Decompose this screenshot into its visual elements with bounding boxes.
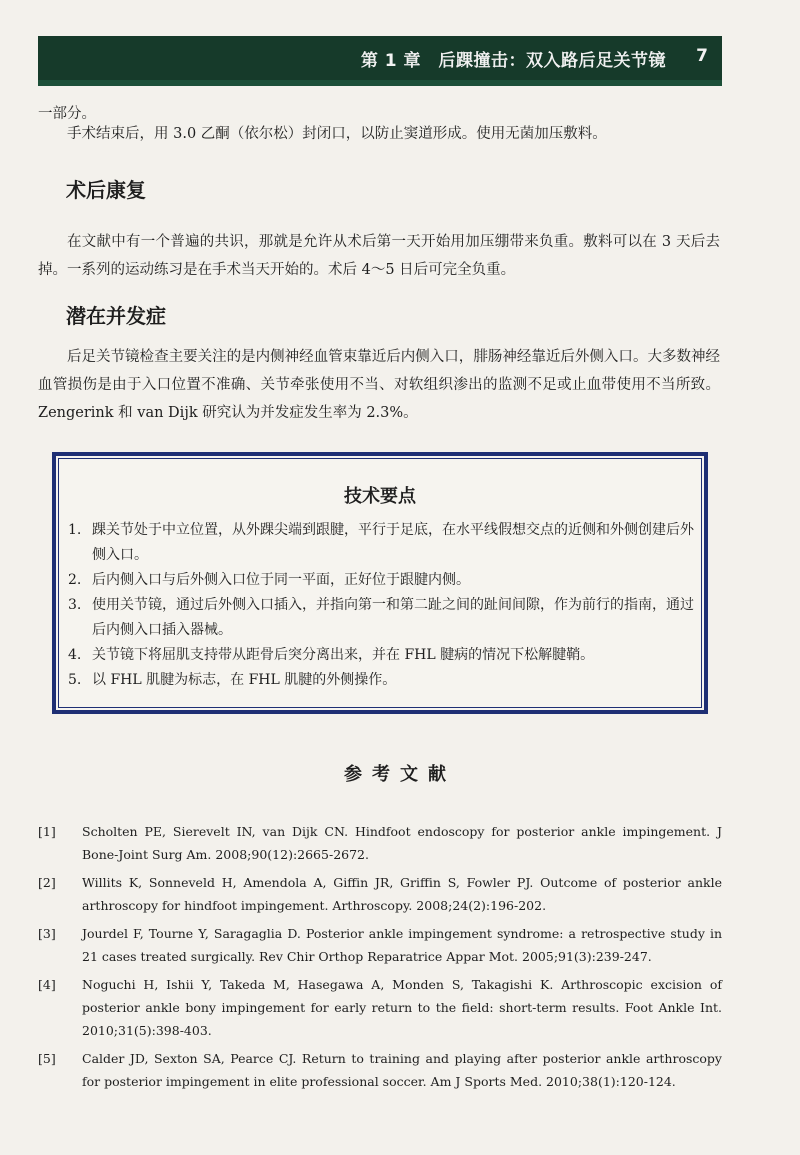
technical-tips-box: [52, 452, 708, 714]
references-title: 参考文献: [344, 764, 456, 785]
ref-number: [2]: [38, 875, 56, 890]
tip-number: 1.: [68, 522, 82, 538]
section-text-rehab: 在文献中有一个普遍的共识，那就是允许从术后第一天开始用加压绷带来负重。敷料可以在 3 天后去掉。一系列的运动练习是在手术当天开始的。术后 4～5 日后可完全负重。: [38, 234, 720, 278]
ref-text: Scholten PE, Sierevelt IN, van Dijk CN. Hindfoot endoscopy for posterior ankle impingement. J Bone-Joint Surg Am. 2008;90(12):2665-2672.: [82, 824, 722, 862]
ref-number: [1]: [38, 824, 56, 839]
tip-text: 关节镜下将屈肌支持带从距骨后突分离出来，并在 FHL 腱病的情况下松解腱鞘。: [92, 647, 595, 663]
list-item: [38, 820, 722, 866]
list-item: [68, 593, 694, 643]
section-title-rehab: 术后康复: [66, 178, 146, 202]
list-item: [68, 668, 694, 693]
list-item: [38, 871, 722, 917]
tip-text: 踝关节处于中立位置，从外踝尖端到跟腱，平行于足底，在水平线假想交点的近侧和外侧创建后外侧入口。: [92, 522, 694, 563]
closing-paragraph: 手术结束后，用 3.0 乙酮（依尔松）封闭口，以防止窦道形成。使用无菌加压敷料。: [67, 126, 607, 142]
ref-number: [4]: [38, 977, 56, 992]
ref-text: Willits K, Sonneveld H, Amendola A, Giffin JR, Griffin S, Fowler PJ. Outcome of posterior ankle arthroscopy for hindfoot impingement. Arthroscopy. 2008;24(2):196-202.: [82, 875, 722, 913]
list-item: [38, 922, 722, 968]
page-number: 7: [696, 46, 708, 66]
tip-number: 2.: [68, 572, 82, 588]
chapter-header-bar: [38, 36, 722, 86]
tip-text: 以 FHL 肌腱为标志，在 FHL 肌腱的外侧操作。: [92, 672, 397, 688]
list-item: [68, 643, 694, 668]
list-item: [68, 518, 694, 568]
ref-number: [3]: [38, 926, 56, 941]
tips-title: 技术要点: [344, 486, 416, 507]
ref-text: Calder JD, Sexton SA, Pearce CJ. Return to training and playing after posterior ankle arthroscopy for posterior impingement in elite professional soccer. Am J Sports Med. 2010;38(1):120-124.: [82, 1051, 722, 1089]
list-item: [38, 1047, 722, 1093]
section-text-complications: 后足关节镜检查主要关注的是内侧神经血管束靠近后内侧入口，腓肠神经靠近后外侧入口。大多数神经血管损伤是由于入口位置不准确、关节牵张使用不当、对软组织渗出的监测不足或止血带使用不当所致。Zengerink 和 van Dijk 研究认为并发症发生率为 2.3%。: [38, 349, 720, 421]
references-list: [38, 820, 722, 1098]
tip-number: 4.: [68, 647, 82, 663]
tips-list: [68, 518, 694, 693]
ref-text: Jourdel F, Tourne Y, Saragaglia D. Posterior ankle impingement syndrome: a retrospective study in 21 cases treated surgically. Rev Chir Orthop Reparatrice Appar Mot. 2005;91(3):239-247.: [82, 926, 722, 964]
continuation-text: 一部分。: [38, 106, 96, 122]
tip-number: 5.: [68, 672, 82, 688]
section-title-complications: 潜在并发症: [66, 304, 166, 328]
tip-text: 后内侧入口与后外侧入口位于同一平面，正好位于跟腱内侧。: [92, 572, 470, 588]
chapter-title: 第 1 章 后踝撞击：双入路后足关节镜: [360, 51, 666, 71]
list-item: [38, 973, 722, 1042]
tip-text: 使用关节镜，通过后外侧入口插入，并指向第一和第二趾之间的趾间间隙，作为前行的指南，通过后内侧入口插入器械。: [92, 597, 694, 638]
ref-text: Noguchi H, Ishii Y, Takeda M, Hasegawa A, Monden S, Takagishi K. Arthroscopic excision of posterior ankle bony impingement for early return to the field: short-term results. Foot Ankle Int. 2010;31(5):398-403.: [82, 977, 722, 1038]
ref-number: [5]: [38, 1051, 56, 1066]
list-item: [68, 568, 694, 593]
tip-number: 3.: [68, 597, 82, 613]
